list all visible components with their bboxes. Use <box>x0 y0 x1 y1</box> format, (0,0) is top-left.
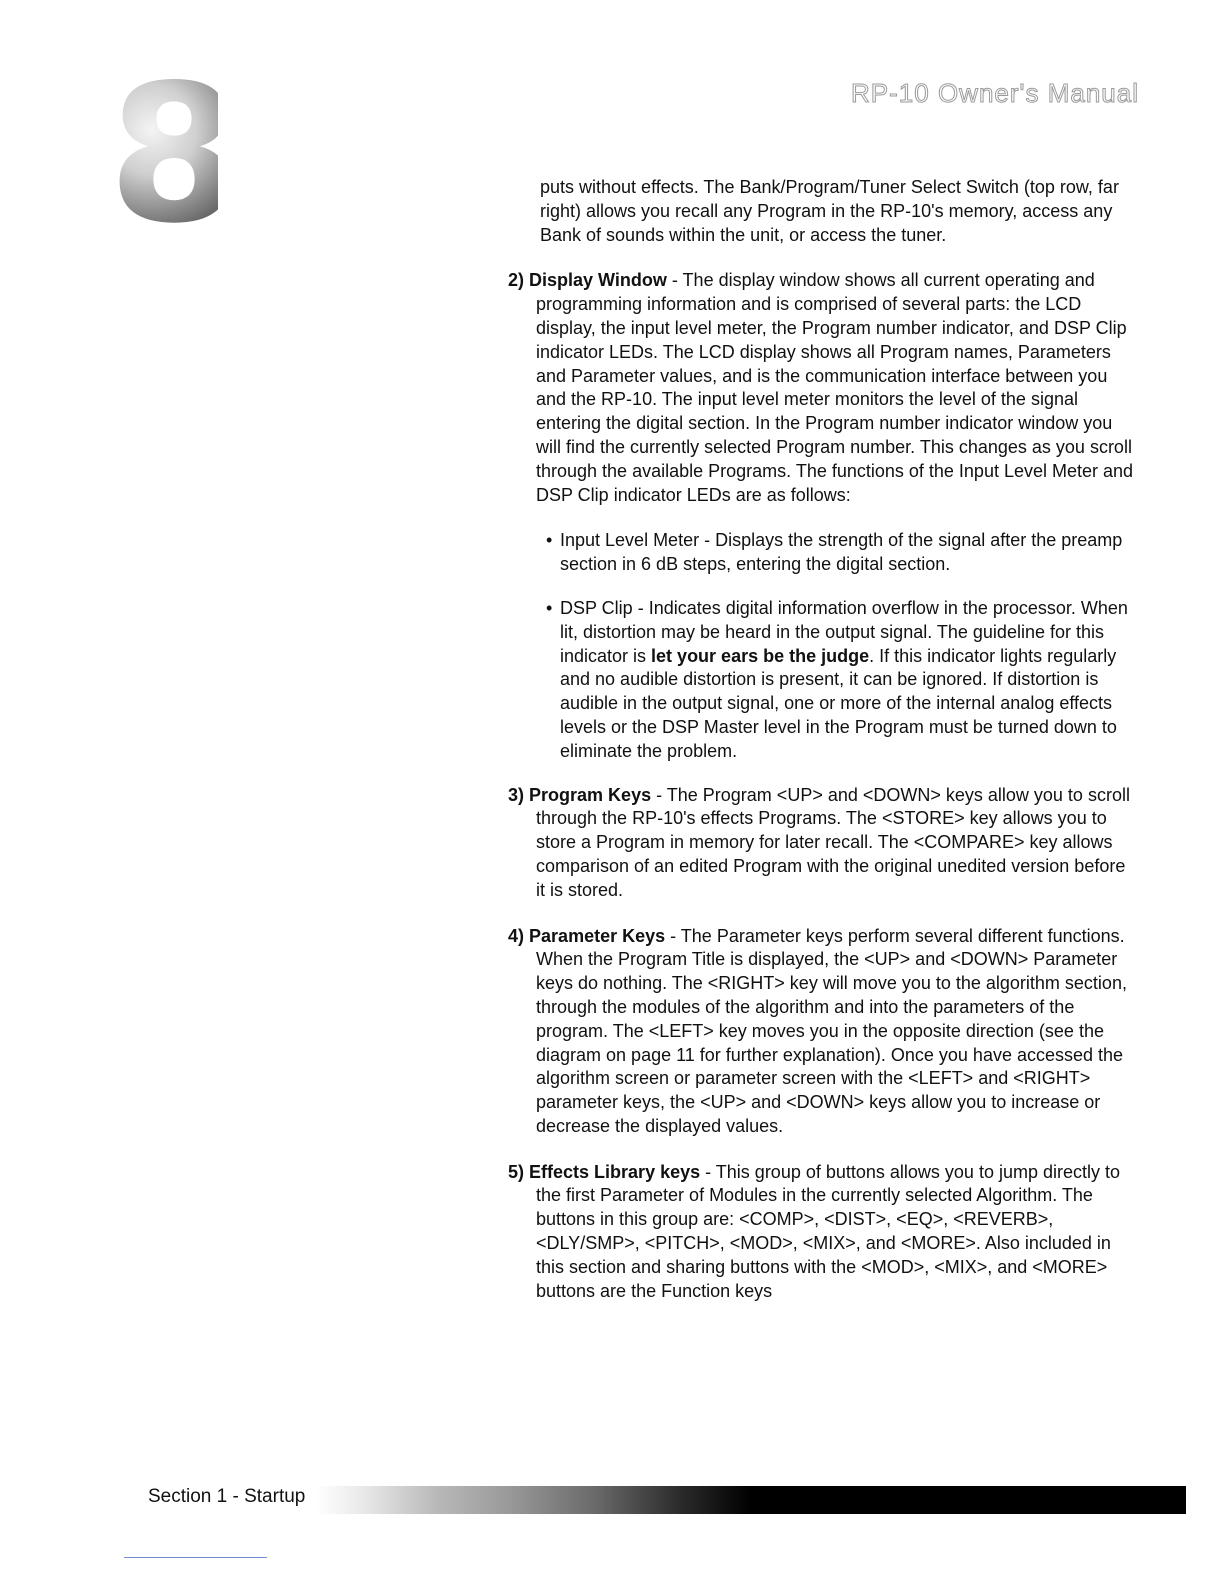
footer-section-label: Section 1 - Startup <box>148 1486 306 1507</box>
bullet-text: Input Level Meter - Displays the strength of the signal after the preamp section in 6 dB steps, entering the digital section. <box>560 530 1123 575</box>
footer-gradient-bar <box>316 1486 1186 1514</box>
list-item-effects-library-keys <box>508 1161 1138 1304</box>
bullet-text-before: DSP Clip - Indicates digital information overflow in the processor. When lit, distortion may be heard in the output signal. The guideline for this indicator is <box>560 597 1128 666</box>
chapter-page-number: 8 <box>108 44 241 265</box>
item-text: - The Parameter keys perform several different functions. When the Program Title is displayed, the <UP> and <DOWN> Parameter keys do nothing. The <RIGHT> key will move you to the algorithm section, through the modules of the algorithm and into the parameters of the program. The <LEFT> key moves you in the opposite direction (see the diagram on page 11 for further explanation). Once you have accessed the algorithm screen or parameter screen with the <LEFT> and <RIGHT> parameter keys, the <UP> and <DOWN> keys allow you to increase or decrease the displayed values. <box>536 925 1127 1136</box>
bullet-icon: • <box>546 530 553 551</box>
manual-body <box>508 176 1138 1325</box>
item-number: 2) <box>508 270 525 291</box>
bullet-input-level-meter <box>508 529 1138 577</box>
item-text: - The Program <UP> and <DOWN> keys allow you to scroll through the RP-10's effects Programs. The <STORE> key allows you to store a Program in memory for later recall. The <COMPARE> key allows comparison of an edited Program with the original unedited version before it is stored. <box>536 784 1130 900</box>
item-title: Effects Library keys <box>529 1161 701 1182</box>
bullet-text-after: . If this indicator lights regularly and no audible distortion is present, it can be ignored. If distortion is audible in the output signal, one or more of the internal analog effects levels or the DSP Master level in the Program must be turned down to eliminate the problem. <box>560 645 1117 761</box>
continuation-paragraph: puts without effects. The Bank/Program/Tuner Select Switch (top row, far right) allows you recall any Program in the RP-10's memory, access any Bank of sounds within the unit, or access the tuner. <box>540 177 1119 245</box>
list-item-parameter-keys <box>508 925 1138 1139</box>
bullet-icon: • <box>546 597 553 618</box>
item-number: 5) <box>508 1161 525 1182</box>
bullet-dsp-clip <box>508 597 1138 764</box>
list-item-program-keys <box>508 784 1138 903</box>
item-text: - The display window shows all current operating and programming information and is comprised of several parts: the LCD display, the input level meter, the Program number indicator, and DSP Clip indicator LEDs. The LCD display shows all Program names, Parameters and Parameter values, and is the communication interface between you and the RP-10. The input level meter monitors the level of the signal entering the digital section. In the Program number indicator window you will find the currently selected Program number. This changes as you scroll through the available Programs. The functions of the Input Level Meter and DSP Clip indicator LEDs are as follows: <box>536 270 1134 505</box>
list-item-display-window <box>508 269 1138 507</box>
running-header: RP-10 Owner's Manual <box>851 78 1139 108</box>
bullet-emphasis: let your ears be the judge <box>651 645 870 666</box>
item-number: 3) <box>508 784 525 805</box>
item-number: 4) <box>508 925 525 946</box>
item-title: Display Window <box>529 270 667 291</box>
item-title: Parameter Keys <box>529 925 666 946</box>
item-title: Program Keys <box>529 784 652 805</box>
item-text: - This group of buttons allows you to jump directly to the first Parameter of Modules in the currently selected Algorithm. The buttons in this group are: <COMP>, <DIST>, <EQ>, <REVERB>, <DLY/SMP>, <PITCH>, <MOD>, <MIX>, and <MORE>. Also included in this section and sharing buttons with the <MOD>, <MIX>, and <MORE> buttons are the Function keys <box>536 1161 1120 1301</box>
bottom-rule <box>124 1557 267 1558</box>
